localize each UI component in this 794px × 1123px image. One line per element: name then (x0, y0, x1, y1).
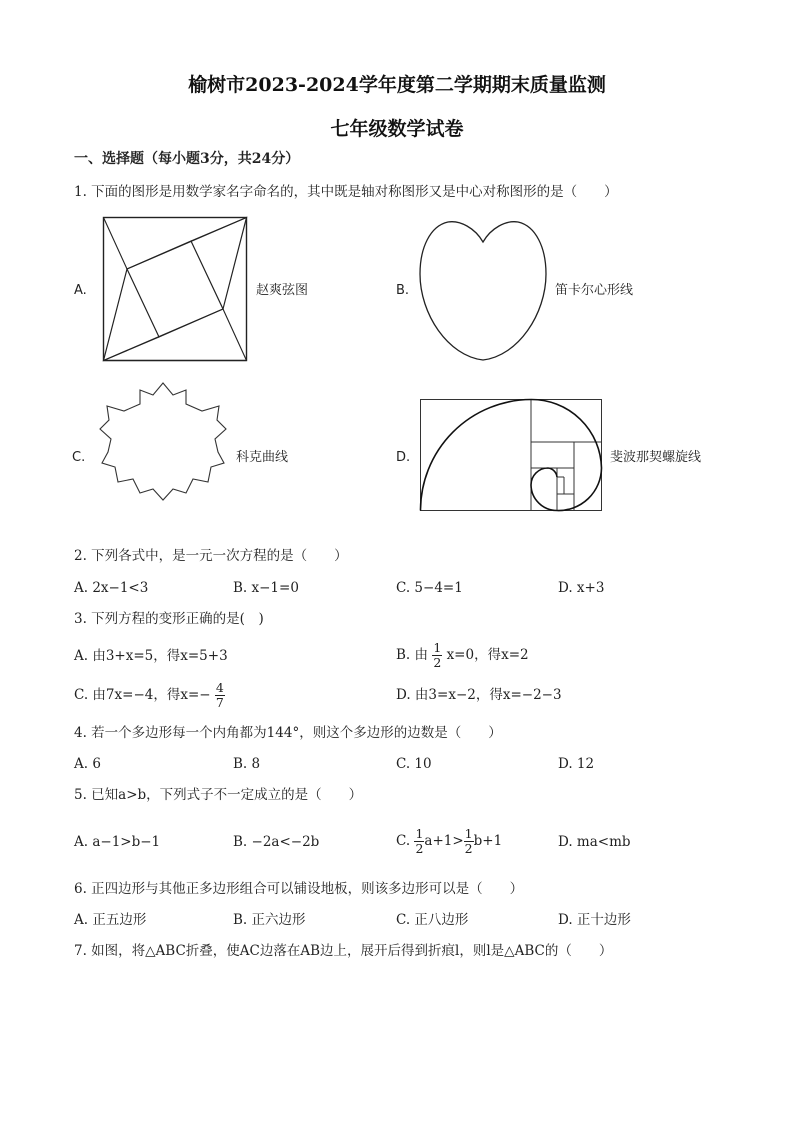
question-6-stem: 6. 正四边形与其他正多边形组合可以铺设地板，则该多边形可以是（ ） (74, 881, 524, 897)
q5-option-c-middle: a+1> (424, 833, 464, 849)
question-3-stem: 3. 下列方程的变形正确的是( ) (74, 611, 264, 627)
q4-option-d: D. 12 (558, 756, 595, 772)
fibonacci-spiral-icon (420, 399, 602, 511)
q5-option-c-fraction-2 (464, 827, 474, 856)
q1-option-b-letter: B. (396, 283, 410, 298)
fraction-denominator: 2 (415, 841, 424, 856)
cardioid-icon (420, 218, 546, 362)
q5-option-d: D. ma<mb (558, 834, 631, 850)
zhao-shuang-square-icon (103, 217, 247, 361)
q1-option-d-letter: D. (396, 450, 411, 465)
q6-option-b: B. 正六边形 (233, 912, 306, 928)
question-4-stem: 4. 若一个多边形每一个内角都为144°，则这个多边形的边数是（ ） (74, 725, 502, 741)
q5-option-c-prefix: C. (396, 833, 411, 849)
q3-option-c (74, 676, 225, 714)
fraction-denominator: 2 (433, 655, 442, 670)
fraction-numerator: 4 (215, 680, 224, 695)
q5-option-c-fraction-1 (414, 827, 424, 856)
q2-option-a: A. 2x−1<3 (74, 580, 149, 596)
q5-option-c-suffix: b+1 (473, 833, 503, 849)
q1-option-c-caption: 科克曲线 (236, 450, 289, 465)
fraction-numerator: 1 (464, 826, 473, 841)
question-1-stem: 1. 下面的图形是用数学家名字命名的，其中既是轴对称图形又是中心对称图形的是（ ） (74, 184, 618, 200)
q2-option-c: C. 5−4=1 (396, 580, 463, 596)
q6-option-c: C. 正八边形 (396, 912, 469, 928)
q1-option-a-caption: 赵爽弦图 (256, 283, 309, 298)
q3-option-c-prefix: C. 由7x=−4，得x=− (74, 687, 211, 703)
section-heading: 一、选择题（每小题3分，共24分） (74, 151, 300, 167)
question-2-stem: 2. 下列各式中，是一元一次方程的是（ ） (74, 548, 348, 564)
q6-option-d: D. 正十边形 (558, 912, 631, 928)
fraction-denominator: 2 (464, 841, 473, 856)
fraction-numerator: 1 (415, 826, 424, 841)
q5-option-b: B. −2a<−2b (233, 834, 320, 850)
q3-option-b-suffix: x=0，得x=2 (446, 647, 529, 663)
koch-snowflake-icon (98, 383, 228, 501)
q1-option-b-caption-text: 笛卡尔心形线 (555, 283, 634, 298)
q5-option-a: A. a−1>b−1 (74, 834, 161, 850)
q1-option-d-caption: 斐波那契螺旋线 (610, 450, 702, 465)
q5-option-c (396, 822, 502, 860)
exam-title: 榆树市2023-2024学年度第二学期期末质量监测 (188, 74, 606, 96)
q3-option-c-fraction (215, 681, 225, 710)
q3-option-b-prefix: B. 由 (396, 647, 429, 663)
q4-option-b: B. 8 (233, 756, 261, 772)
q6-option-a: A. 正五边形 (74, 912, 147, 928)
q4-option-c: C. 10 (396, 756, 432, 772)
q3-option-b (396, 636, 529, 674)
q2-option-b: B. x−1=0 (233, 580, 299, 596)
question-5-stem: 5. 已知a>b，下列式子不一定成立的是（ ） (74, 787, 363, 803)
fraction-denominator: 7 (215, 695, 224, 710)
q3-option-a: A. 由3+x=5，得x=5+3 (74, 648, 228, 664)
fraction-numerator: 1 (433, 640, 442, 655)
exam-subtitle: 七年级数学试卷 (330, 118, 464, 140)
q3-option-b-fraction (432, 641, 442, 670)
q2-option-d: D. x+3 (558, 580, 605, 596)
question-7-stem: 7. 如图，将△ABC折叠，使AC边落在AB边上，展开后得到折痕l，则l是△ABC的（ ） (74, 943, 613, 959)
q4-option-a: A. 6 (74, 756, 101, 772)
q3-option-d: D. 由3=x−2，得x=−2−3 (396, 687, 562, 703)
q1-option-c-letter: C. (72, 450, 86, 465)
q1-option-a-letter: A. (74, 283, 87, 298)
